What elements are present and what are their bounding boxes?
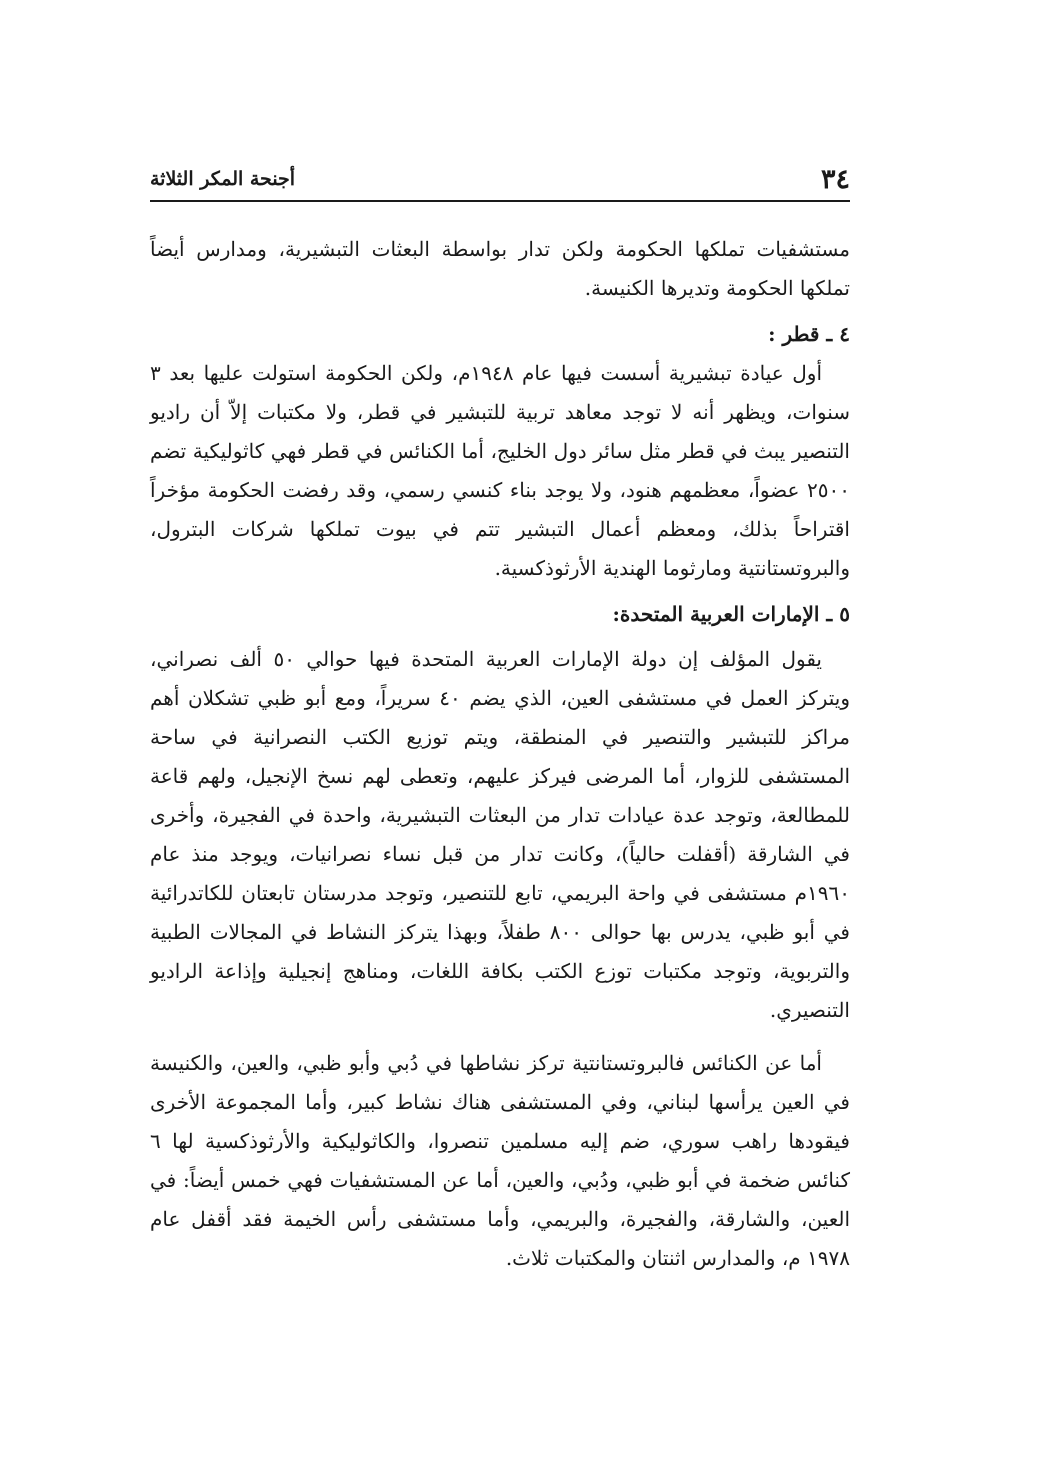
intro-paragraph: مستشفيات تملكها الحكومة ولكن تدار بواسطة البعثات التبشيرية، ومدارس أيضاً تملكها الحكومة وتديرها الكنيسة.: [150, 237, 850, 300]
section-heading-uae: ٥ ـ الإمارات العربية المتحدة:: [612, 602, 850, 626]
section-heading-qatar: ٤ ـ قطر :: [768, 322, 850, 346]
uae-paragraph-1: يقول المؤلف إن دولة الإمارات العربية المتحدة فيها حوالي ٥٠ ألف نصراني، ويتركز العمل في مستشفى العين، الذي يضم ٤٠ سريراً، ومع أبو ظبي تشكلان أهم مراكز للتبشير والتنصير في المنطقة، ويتم توزيع الكتب النصرانية في ساحة المستشفى للزوار، أما المرضى فيركز عليهم، وتعطى لهم نسخ الإنجيل، ولهم قاعة للمطالعة، وتوجد عدة عيادات تدار من البعثات التبشيرية، واحدة في الفجيرة، وأخرى في الشارقة (أقفلت حالياً)، وكانت تدار من قبل نساء نصرانيات، ويوجد منذ عام ١٩٦٠م مستشفى في واحة البريمي، تابع للتنصير، وتوجد مدرستان تابعتان للكاتدرائية في أبو ظبي، يدرس بها حوالى ٨٠٠ طفلاً، وبهذا يتركز النشاط في المجالات الطبية والتربوية، وتوجد مكتبات توزع الكتب بكافة اللغات، ومناهج إنجيلية وإذاعة الراديو التنصيري.: [150, 647, 850, 1022]
uae-paragraph-2: أما عن الكنائس فالبروتستانتية تركز نشاطها في دُبي وأبو ظبي، والعين، والكنيسة في العين يرأسها لبناني، وفي المستشفى هناك نشاط كبير، وأما المجموعة الأخرى فيقودها راهب سوري، ضم إليه مسلمين تنصروا، والكاثوليكية والأرثوذكسية لها ٦ كنائس ضخمة في أبو ظبي، ودُبي، والعين، أما عن المستشفيات فهي خمس أيضاً: في العين، والشارقة، والفجيرة، والبريمي، وأما مستشفى رأس الخيمة فقد أقفل عام ١٩٧٨ م، والمدارس اثنتان والمكتبات ثلاث.: [150, 1051, 850, 1270]
page-number: ٣٤: [820, 164, 850, 195]
page-content: [150, 230, 850, 1278]
qatar-paragraph: أول عيادة تبشيرية أسست فيها عام ١٩٤٨م، ولكن الحكومة استولت عليها بعد ٣ سنوات، ويظهر أنه لا توجد معاهد تربية للتبشير في قطر، ولا مكتبات إلاّ أن راديو التنصير يبث في قطر مثل سائر دول الخليج، أما الكنائس في قطر فهي كاثوليكية تضم ٢٥٠٠ عضواً، معظمهم هنود، ولا يوجد بناء كنسي رسمي، وقد رفضت الحكومة مؤخراً اقتراحاً بذلك، ومعظم أعمال التبشير تتم في بيوت تملكها شركات البترول، والبروتستانتية ومارثوما الهندية الأرثوذكسية.: [150, 361, 850, 580]
page-header: [150, 160, 850, 202]
running-title: أجنحة المكر الثلاثة: [150, 168, 296, 190]
